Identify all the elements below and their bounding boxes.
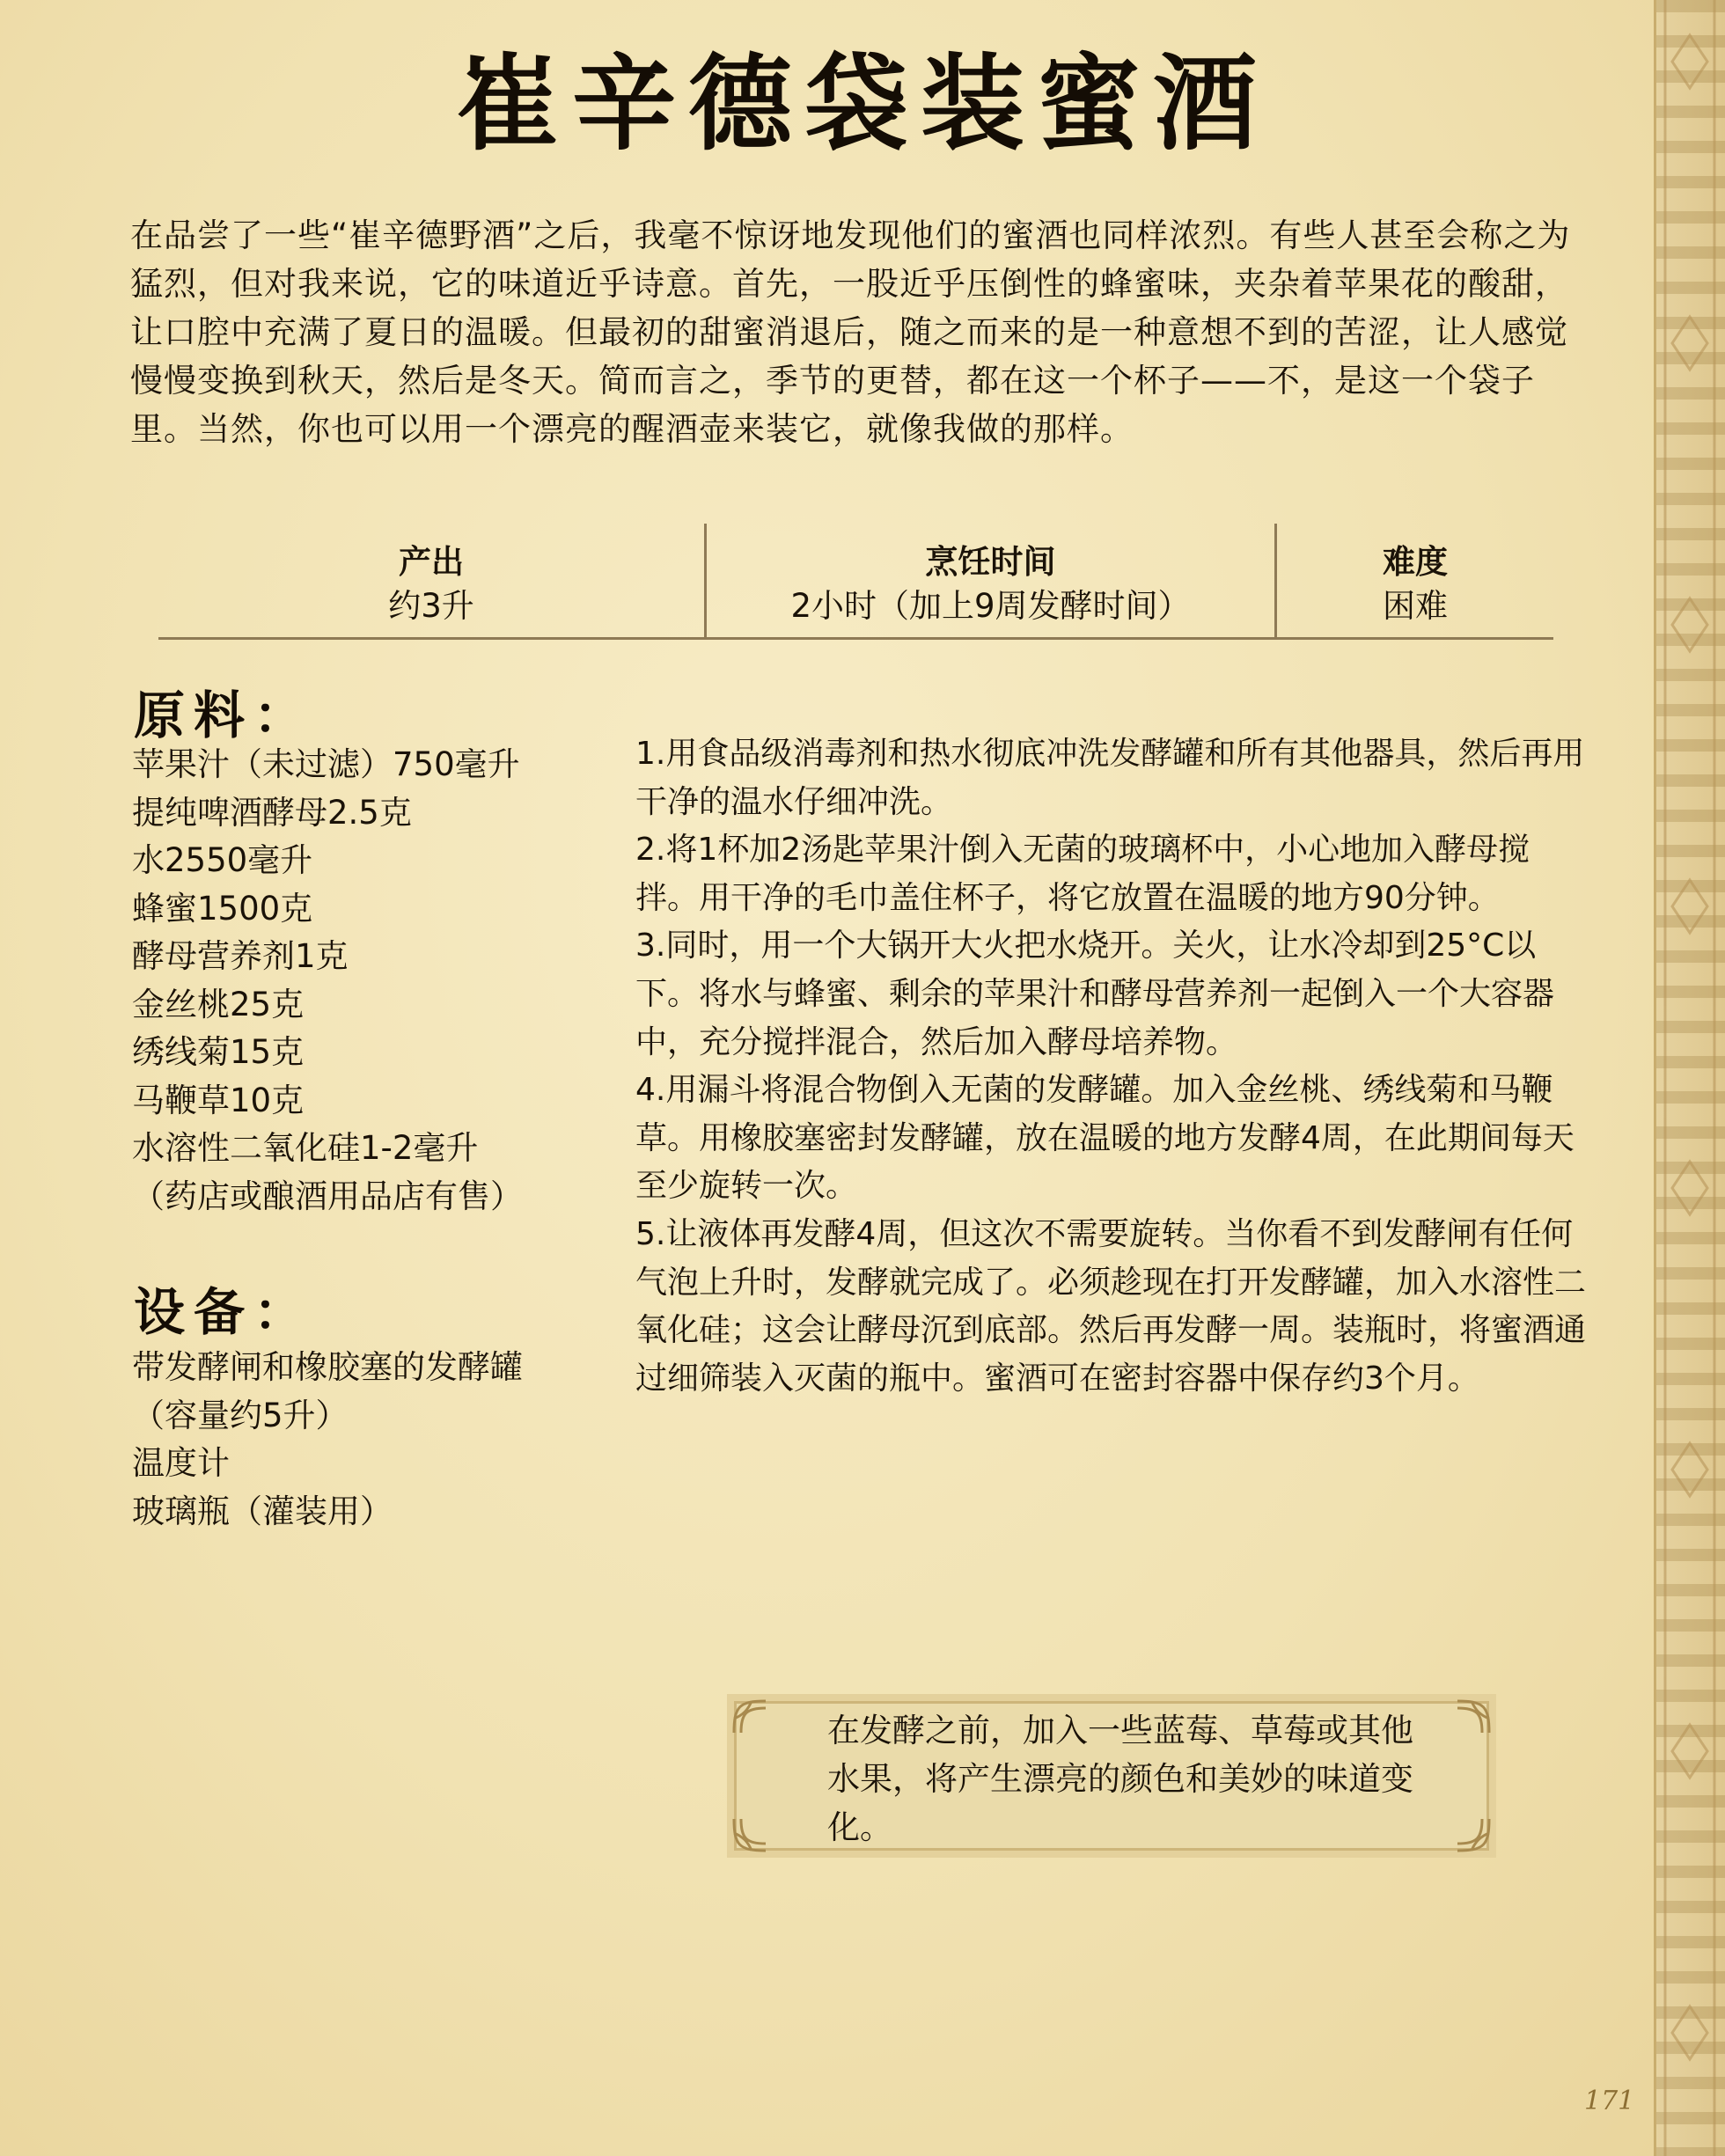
equipment-list	[132, 1344, 523, 1536]
info-difficulty	[1277, 541, 1553, 629]
instructions	[635, 730, 1586, 1403]
list-item: 提纯啤酒酵母2.5克	[132, 793, 412, 832]
ornamental-border	[1654, 0, 1725, 2156]
list-item: 酵母营养剂1克	[132, 937, 349, 975]
info-rule	[158, 637, 1553, 640]
knot-corner-icon	[730, 1814, 771, 1854]
intro-paragraph: 在品尝了一些“崔辛德野酒”之后，我毫不惊讶地发现他们的蜜酒也同样浓烈。有些人甚至会称之为猛烈，但对我来说，它的味道近乎诗意。首先，一股近乎压倒性的蜂蜜味，夹杂着苹果花的酸甜，让口腔中充满了夏日的温暖。但最初的甜蜜消退后，随之而来的是一种意想不到的苦涩，让人感觉慢慢变换到秋天，然后是冬天。简而言之，季节的更替，都在这一个杯子——不，是这一个袋子里。当然，你也可以用一个漂亮的醒酒壶来装它，就像我做的那样。	[130, 216, 1571, 448]
step-3: 3.同时，用一个大锅开大火把水烧开。关火，让水冷却到25°C以下。将水与蜂蜜、剩余的苹果汁和酵母营养剂一起倒入一个大容器中，充分搅拌混合，然后加入酵母培养物。	[635, 928, 1555, 1060]
difficulty-value: 困难	[1383, 587, 1448, 625]
knot-corner-icon	[1452, 1814, 1493, 1854]
list-item: 玻璃瓶（灌装用）	[132, 1492, 393, 1530]
list-item: 金丝桃25克	[132, 985, 305, 1023]
yield-label: 产出	[399, 543, 464, 581]
tip-text: 在发酵之前，加入一些蓝莓、草莓或其他水果，将产生漂亮的颜色和美妙的味道变化。	[827, 1712, 1413, 1846]
yield-value: 约3升	[388, 587, 474, 625]
page-number: 171	[1584, 2086, 1635, 2116]
list-item: 绣线菊15克	[132, 1033, 305, 1071]
ingredients-list	[132, 741, 523, 1221]
list-item: 马鞭草10克	[132, 1081, 305, 1119]
list-item: 水溶性二氧化硅1-2毫升	[132, 1129, 479, 1167]
difficulty-label: 难度	[1383, 543, 1448, 581]
border-pattern-icon	[1656, 0, 1725, 2156]
knot-corner-icon	[1452, 1698, 1493, 1738]
recipe-info-table	[158, 524, 1553, 640]
time-label: 烹饪时间	[925, 543, 1056, 581]
list-item: （容量约5升）	[132, 1396, 349, 1434]
list-item: 温度计	[132, 1444, 230, 1482]
info-yield	[158, 541, 704, 629]
info-time	[707, 541, 1274, 629]
list-item: 苹果汁（未过滤）750毫升	[132, 745, 520, 783]
list-item: 带发酵闸和橡胶塞的发酵罐	[132, 1348, 523, 1386]
step-2: 2.将1杯加2汤匙苹果汁倒入无菌的玻璃杯中，小心地加入酵母搅拌。用干净的毛巾盖住杯子，将它放置在温暖的地方90分钟。	[635, 832, 1530, 916]
knot-corner-icon	[730, 1698, 771, 1738]
page-title: 崔辛德袋装蜜酒	[455, 42, 1269, 165]
ingredients-heading: 原料：	[134, 686, 314, 745]
step-5: 5.让液体再发酵4周，但这次不需要旋转。当你看不到发酵闸有任何气泡上升时，发酵就完成了。必须趁现在打开发酵罐，加入水溶性二氧化硅；这会让酵母沉到底部。然后再发酵一周。装瓶时，将蜜酒通过细筛装入灭菌的瓶中。蜜酒可在密封容器中保存约3个月。	[635, 1215, 1587, 1397]
list-item: 蜂蜜1500克	[132, 889, 313, 928]
equipment-heading: 设备：	[134, 1282, 314, 1342]
list-item: 水2550毫升	[132, 841, 313, 879]
time-value: 2小时（加上9周发酵时间）	[790, 587, 1191, 625]
step-1: 1.用食品级消毒剂和热水彻底冲洗发酵罐和所有其他器具，然后再用干净的温水仔细冲洗。	[635, 736, 1585, 820]
step-4: 4.用漏斗将混合物倒入无菌的发酵罐。加入金丝桃、绣线菊和马鞭草。用橡胶塞密封发酵罐，放在温暖的地方发酵4周，在此期间每天至少旋转一次。	[635, 1072, 1575, 1205]
list-item: （药店或酿酒用品店有售）	[132, 1177, 523, 1215]
tip-box	[727, 1694, 1496, 1858]
